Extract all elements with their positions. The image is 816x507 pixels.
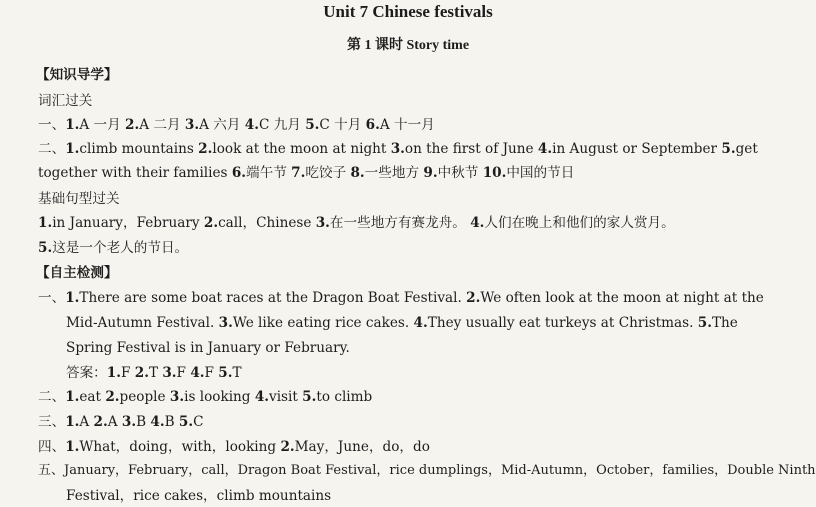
check-q1-answers xyxy=(66,364,242,382)
answer-text: 人们在晚上和他们的家人赏月。 xyxy=(484,215,675,231)
item-index: 8. xyxy=(350,165,365,181)
answer-text: January，February，call，Dragon Boat Festival，rice dumplings，Mid-Autumn，October，families，Double Ninth xyxy=(64,463,816,478)
page-title: Unit 7 Chinese festivals xyxy=(323,2,493,21)
answer-text: A 二月 xyxy=(139,117,185,133)
answer-text: Mid-Autumn Festival. xyxy=(66,315,219,331)
answer-text: climb mountains xyxy=(79,141,199,157)
item-index: 1. xyxy=(65,439,80,455)
answer-text: 中秋节 xyxy=(437,165,483,181)
answer-text: 这是一个老人的节日。 xyxy=(52,240,189,256)
answer-text: A xyxy=(79,414,94,430)
item-index: 4. xyxy=(190,365,205,381)
item-index: 1. xyxy=(65,117,80,133)
answer-text: in January，February xyxy=(52,215,204,231)
answer-text: eat xyxy=(79,389,106,405)
answer-text: in August or September xyxy=(552,141,722,157)
answer-text: F xyxy=(204,365,219,381)
answer-text: on the first of June xyxy=(404,141,538,157)
check-q5-line-1 xyxy=(38,462,816,480)
item-index: 4. xyxy=(244,117,259,133)
answer-text: is looking xyxy=(184,389,255,405)
item-index: 4. xyxy=(470,215,485,231)
item-index: 10. xyxy=(482,165,507,181)
answer-text: to climb xyxy=(316,389,373,405)
answer-text: B xyxy=(136,414,151,430)
item-index: 5. xyxy=(305,117,320,133)
item-index: 3. xyxy=(390,141,405,157)
item-index: 9. xyxy=(423,165,438,181)
item-number: 一、 xyxy=(38,290,66,306)
check-q3 xyxy=(38,413,204,431)
item-index: 1. xyxy=(65,290,80,306)
item-index: 1. xyxy=(38,215,53,231)
answer-text: A 十一月 xyxy=(379,117,435,133)
item-index: 3. xyxy=(184,117,200,133)
item-number: 四、 xyxy=(38,439,66,455)
item-index: 1. xyxy=(65,389,80,405)
item-index: 2. xyxy=(105,389,120,405)
check-q2 xyxy=(38,388,372,406)
section-heading-self-check: 【自主检测】 xyxy=(36,265,118,281)
answer-label: 答案： xyxy=(66,365,107,381)
check-q1-line-3: Spring Festival is in January or February. xyxy=(66,340,350,356)
item-index: 3. xyxy=(315,215,330,231)
check-q1-line-2 xyxy=(66,314,738,332)
lesson-subtitle: 第 1 课时 Story time xyxy=(346,38,470,53)
item-number: 三、 xyxy=(38,414,66,430)
item-index: 2. xyxy=(134,365,149,381)
answer-text: We often look at the moon at night at the xyxy=(480,290,764,306)
sentences-row-1 xyxy=(38,214,675,232)
vocab-heading: 词汇过关 xyxy=(38,93,93,109)
item-index: 1. xyxy=(65,414,80,430)
item-number: 一、 xyxy=(38,117,66,133)
item-index: 3. xyxy=(121,414,137,430)
vocab-row-1 xyxy=(38,116,435,134)
item-index: 2. xyxy=(198,141,213,157)
section-heading-guide: 【知识导学】 xyxy=(36,67,118,83)
sentences-heading: 基础句型过关 xyxy=(38,191,120,207)
item-index: 1. xyxy=(106,365,121,381)
item-index: 5. xyxy=(302,389,317,405)
item-index: 2. xyxy=(466,290,481,306)
answer-text: What，doing，with，looking xyxy=(79,439,281,455)
answer-text: B xyxy=(164,414,179,430)
item-index: 2. xyxy=(203,215,219,231)
answer-text: together with their families xyxy=(38,165,232,181)
item-index: 5. xyxy=(178,414,194,430)
answer-text: 吃饺子 xyxy=(305,165,351,181)
answer-text: T xyxy=(232,365,242,381)
answer-text: The xyxy=(711,315,738,331)
answer-text: A 一月 xyxy=(79,117,126,133)
item-index: 5. xyxy=(721,141,736,157)
item-index: 1. xyxy=(65,141,80,157)
item-index: 2. xyxy=(93,414,108,430)
answer-text: 端午节 xyxy=(246,165,292,181)
item-index: 4. xyxy=(537,141,553,157)
answer-text: people xyxy=(119,389,170,405)
vocab-row-2 xyxy=(38,140,758,158)
item-index: 5. xyxy=(38,240,53,256)
answer-text: 在一些地方有赛龙舟。 xyxy=(329,215,471,231)
item-index: 4. xyxy=(254,389,270,405)
answer-text: May，June，do，do xyxy=(294,439,430,455)
item-index: 7. xyxy=(291,165,306,181)
item-number: 二、 xyxy=(38,389,66,405)
item-number: 二、 xyxy=(38,141,66,157)
item-index: 6. xyxy=(231,165,247,181)
item-index: 5. xyxy=(218,365,233,381)
answer-text: They usually eat turkeys at Christmas. xyxy=(427,315,698,331)
check-q4 xyxy=(38,438,430,456)
answer-text: C 十月 xyxy=(319,117,366,133)
item-index: 3. xyxy=(162,365,177,381)
vocab-row-3 xyxy=(38,164,574,182)
answer-text: 中国的节日 xyxy=(506,165,575,181)
check-q5-line-2: Festival，rice cakes，climb mountains xyxy=(66,488,332,504)
item-index: 3. xyxy=(218,315,233,331)
answer-text: C xyxy=(193,414,204,430)
item-index: 2. xyxy=(280,439,295,455)
item-index: 4. xyxy=(150,414,165,430)
answer-text: A 六月 xyxy=(199,117,245,133)
item-index: 2. xyxy=(125,117,140,133)
answer-text: There are some boat races at the Dragon Boat Festival. xyxy=(79,290,467,306)
answer-text: look at the moon at night xyxy=(212,141,391,157)
answer-text: We like eating rice cakes. xyxy=(232,315,414,331)
answer-text: T xyxy=(148,365,163,381)
answer-text: 一些地方 xyxy=(364,165,424,181)
item-index: 4. xyxy=(413,315,428,331)
answer-text: C 九月 xyxy=(258,117,306,133)
item-index: 6. xyxy=(365,117,380,133)
sentences-row-2 xyxy=(38,239,188,257)
item-number: 五、 xyxy=(38,463,65,478)
answer-text: visit xyxy=(269,389,303,405)
answer-text: call，Chinese xyxy=(218,215,316,231)
item-index: 3. xyxy=(169,389,185,405)
answer-text: F xyxy=(120,365,135,381)
answer-text: get xyxy=(735,141,758,157)
item-index: 5. xyxy=(697,315,712,331)
answer-text: A xyxy=(107,414,122,430)
check-q1-line-1 xyxy=(38,289,764,307)
answer-text: F xyxy=(176,365,191,381)
